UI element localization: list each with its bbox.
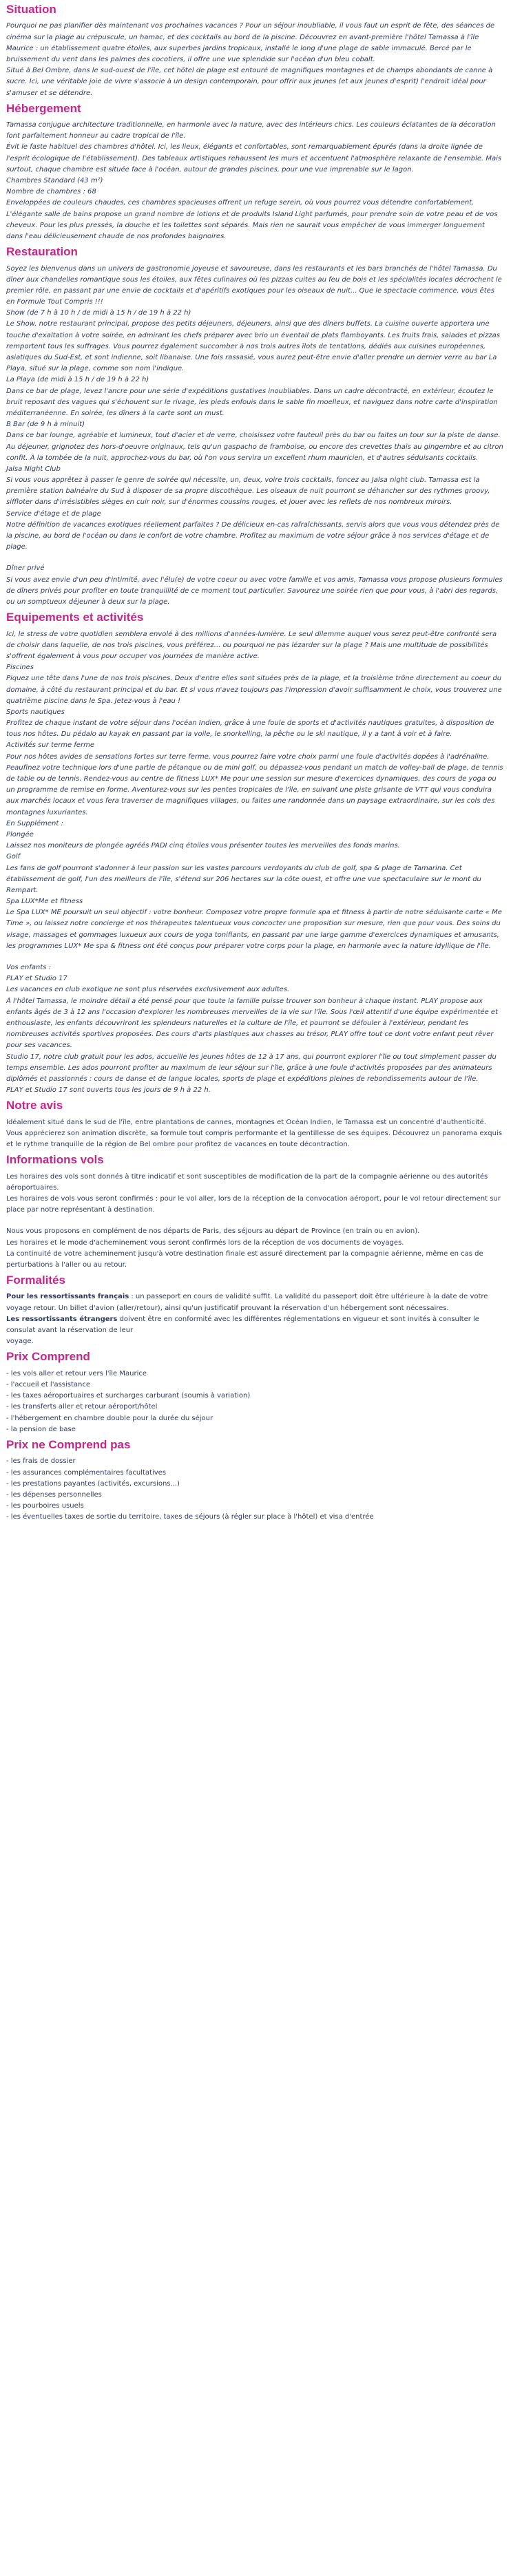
section-title-avis: Notre avis [6,1099,63,1112]
section-vols [6,1153,503,1271]
paragraph: Dîner privé [6,564,45,573]
section-hebergement [6,102,503,242]
section-situation [6,3,503,99]
page [0,3,510,1523]
section-formalites [6,1274,503,1347]
paragraph-spacer [6,553,503,563]
paragraph: Tamassa conjugue architecture traditionnelle, en harmonie avec la nature, avec des intérieurs chics. Les couleurs éclatantes de la décoration font parfaitement honneur au cadre tropical de l'île. [6,121,496,140]
paragraph: Jalsa Night Club [6,465,61,473]
formalites-foreign-tail: voyage. [6,1338,34,1346]
section-title-situation: Situation [6,3,56,16]
paragraph: Enveloppées de couleurs chaudes, ces chambres spacieuses offrent un refuge serein, où vous pourrez vous détendre confortablement. L'élégante salle de bains propose un grand nombre de lotions et de produits Island Light parfumés, pour prendre soin de votre peau et de vos cheveux. Pour les plus pressés, la douche et les toilettes sont séparés. Mais rien ne saurait vous empêcher de vous immerger longuement dans l'eau délicieusement chaude de nos profondes baignoires. [6,199,498,240]
section-title-prix-ne-comprend: Prix ne Comprend pas [6,1437,131,1451]
section-equipements [6,611,503,1096]
formalites-french-label: Pour les ressortissants français [6,1293,129,1301]
section-avis [6,1099,503,1150]
paragraph: Les vacances en club exotique ne sont plus réservées exclusivement aux adultes. [6,986,290,994]
paragraph: À l'hôtel Tamassa, le moindre détail a été pensé pour que toute la famille puisse trouver son bonheur à chaque instant. PLAY propose aux enfants âgés de 3 à 12 ans l'occasion d'explorer les nombreuses merveilles de la vie sur l'île. Sous l'œil attentif d'une équipe expérimentée et enthousiaste, les enfants découvriront les splendeurs naturelles et la culture de l'île, et pourront se défouler à l'extérieur, pendant les nombreuses activités sportives proposées. Des cours d'arts plastiques aux chasses au trésor, PLAY offre tout ce dont votre enfant peut rêver pour ses vacances. [6,997,498,1050]
paragraph: Nombre de chambres : 68 [6,188,96,196]
section-title-equipements: Equipements et activités [6,611,144,624]
paragraph: Dans ce bar lounge, agréable et lumineux, tout d'acier et de verre, choisissez votre fauteuil près du bar ou faites un tour sur la piste de danse. Au déjeuner, grignotez des hors-d'oeuvre originaux, tels qu'un gaspacho de framboise, ou encore des crevettes thaïs au gingembre et au citron confit. À la tombée de la nuit, approchez-vous du bar, où l'on vous servira un excellent rhum mauricien, et d'autres séduisants cocktails. [6,432,503,462]
paragraph: Piquez une tête dans l'une de nos trois piscines. Deux d'entre elles sont situées près de la plage, et la troisième trône directement au coeur du domaine, à côté du restaurant principal et du bar. Et si vous n'avez toujours pas l'impression d'avoir suffisamment le choix, vous trouverez une quatrième piscine dans le Spa. Jetez-vous à l'eau ! [6,675,502,705]
paragraph: Dans ce bar de plage, levez l'ancre pour une série d'expéditions gustatives inoubliables. Dans un cadre décontracté, en extérieur, écoutez le bruit reposant des vagues qui s'échouent sur le rivage, les pieds enfouis dans le sable fin moelleux, et naviguez dans notre carte d'inspiration méditerranéenne. En soirée, les dîners à la carte sont un must. [6,387,498,417]
paragraph: Golf [6,853,21,861]
paragraph: Situé à Bel Ombre, dans le sud-ouest de l'île, cet hôtel de plage est entouré de magnifiques montagnes et de champs abondants de canne à sucre. Ici, une véritable joie de vivre s'associe à un design contemporain, pour offrir aux jeunes (et aux jeunes d'esprit) l'endroit idéal pour s'amuser et se détendre. [6,67,493,97]
list-item: - l'accueil et l'assistance [6,1381,91,1389]
paragraph: Activités sur terme ferme [6,741,94,750]
list-item: - les dépenses personnelles [6,1490,102,1499]
list-item: - les taxes aéroportuaires et surcharges carburant (soumis à variation) [6,1392,251,1400]
paragraph: PLAY et Studio 17 [6,975,67,983]
paragraph: Les horaires des vols sont donnés à titre indicatif et sont susceptibles de modification de la part de la compagnie aérienne ou des autorités aéroportuaires. [6,1172,488,1192]
avis-text [6,1117,503,1151]
formalites-foreign [6,1314,503,1336]
prix-comprend-list [6,1369,503,1435]
vols-text [6,1172,503,1271]
list-item: - l'hébergement en chambre double pour la durée du séjour [6,1414,213,1422]
section-prix-comprend [6,1350,503,1435]
list-item: - les éventuelles taxes de sortie du territoire, taxes de séjours (à régler sur place à l'hôtel) et visa d'entrée [6,1513,374,1521]
paragraph: Laissez nos moniteurs de plongée agréés PADI cinq étoiles vous présenter toutes les merveilles des fonds marins. [6,842,400,850]
paragraph: Pourquoi ne pas planifier dès maintenant vos prochaines vacances ? Pour un séjour inoubliable, il vous faut un esprit de fête, des séances de cinéma sur la plage au crépuscule, un hamac, et des cocktails au bord de la piscine. Découvrez en avant-première l'hôtel Tamassa à l'île Maurice : un établissement quatre étoiles, aux superbes jardins tropicaux, installé le long d'une plage de sable immaculé. Bercé par le bruissement du vent dans les palmes des cocotiers, il offre une vue splendide sur l'océan d'un bleu cobalt. [6,22,495,63]
list-item: - les vols aller et retour vers l'île Maurice [6,1369,147,1377]
section-title-formalites: Formalités [6,1274,65,1287]
paragraph: Sports nautiques [6,708,65,716]
paragraph: La continuité de votre acheminement jusqu'à votre destination finale est assuré directement par la compagnie aérienne, même en cas de perturbations à l'aller ou au retour. [6,1249,483,1269]
hebergement-text [6,120,503,242]
paragraph: Ici, le stress de votre quotidien semblera envolé à des millions d'années-lumière. Le seul dilemme auquel vous serez peut-être confronté sera de choisir dans laquelle, de nos trois piscines, vous préférez... ou pourquoi ne pas lézarder sur la plage ? Mais une multitude de possibilités s'offrent également à vous pour occuper vos journées de manière active. [6,630,497,660]
section-prix-ne-comprend [6,1438,503,1523]
list-item: - les assurances complémentaires facultatives [6,1468,167,1477]
formalites-french-text: : un passeport en cours de validité suffit. La validité du passeport doit être ultérieure à la date de votre voyage retour. Un billet d'avion (aller/retour), ainsi qu'un justificatif prouvant la réservation d'un hébergement sont nécessaires. [6,1293,488,1312]
paragraph: PLAY et Studio 17 sont ouverts tous les jours de 9 h à 22 h. [6,1086,211,1095]
paragraph: Profitez de chaque instant de votre séjour dans l'océan Indien, grâce à une foule de sports et d'activités nautiques gratuites, à disposition de tous nos hôtes. Du pédalo au kayak en passant par la voile, le snorkelling, la pêche ou le ski nautique, il y a tant à voir et à faire. [6,719,494,739]
situation-text [6,21,503,98]
paragraph: Soyez les bienvenus dans un univers de gastronomie joyeuse et savoureuse, dans les restaurants et les bars branchés de l'hôtel Tamassa. Du dîner aux chandelles romantique sous les étoiles, aux fêtes culinaires où les pizzas cuites au feu de bois et les spécialités locales décrochent le premier rôle, en passant par une envie de cocktails et d'apéritifs exotiques pour les oiseaux de nuit... Que le spectacle commence, vous êtes en Formule Tout Compris !!! [6,264,502,306]
section-title-prix-comprend: Prix Comprend [6,1350,90,1364]
paragraph: Chambres Standard (43 m²) [6,177,103,185]
paragraph: Si vous vous apprêtez à passer le genre de soirée qui nécessite, un, deux, voire trois cocktails, foncez au Jalsa night club. Tamassa est la première station balnéaire du Sud à disposer de sa propre discothèque. Les oiseaux de nuit pourront se déhancher sur des rythmes groovy, siffloter dans d'irrésistibles sièges en cuir noir, sur d'énormes coussins rouges, et jouer avec les reflets de nos nombreux miroirs. [6,476,490,507]
section-title-vols: Informations vols [6,1153,104,1167]
paragraph: Si vous avez envie d'un peu d'intimité, avec l'élu(e) de votre coeur ou avec votre famille et vos amis, Tamassa vous propose plusieurs formules de dîners privés pour profiter en toute tranquillité de ce moment tout particulier. Savourez une soirée rien que pour vous, à l'abri des regards, ou un somptueux déjeuner à deux sur la plage. [6,576,503,606]
list-item: - les transferts aller et retour aéroport/hôtel [6,1403,158,1411]
paragraph: Le Show, notre restaurant principal, propose des petits déjeuners, déjeuners, ainsi que des dîners buffets. La cuisine ouverte apportera une touche d'exaltation à votre soirée, en admirant les chefs préparer avec brio un éventail de plats flamboyants. Les fruits frais, salades et pizzas remportent tous les suffrages. Vous pourrez également succomber à nos trois autres îlots de tentations, dédiés aux cuisines européennes, asiatiques du Sud-Est, et sont indienne, soit libanaise. Une fois rassasié, vous aurez peut-être envie d'aller prendre un dernier verre au bar La Playa, situé sur la plage, comme son nom l'indique. [6,320,500,373]
paragraph: La Playa (de midi à 15 h / de 19 h à 22 h) [6,376,149,384]
paragraph: Vos enfants : [6,964,51,971]
paragraph: Pour nos hôtes avides de sensations fortes sur terre ferme, vous pourrez faire votre choix parmi une foule d'activités dopées à l'adrénaline. Peaufinez votre technique lors d'une partie de pétanque ou de mini golf, ou dépassez-vous pendant un match de volley-ball de plage, de tennis de table ou de tennis. Rendez-vous au centre de fitness LUX* Me pour une session sur mesure d'exercices dynamiques, des cours de yoga ou un programme de remise en forme. Aventurez-vous sur les pentes tropicales de l'île, en suivant une piste grisante de VTT qui vous conduira aux marchés locaux et vous fera traverser de magnifiques villages, ou faites une randonnée dans un paysage extraordinaire, sur les cols des montagnes luxuriantes. [6,752,503,816]
formalites-foreign-text: doivent être en conformité avec les différentes réglementations en vigueur et sont invités à consulter le consulat avant la réservation de leur [6,1315,479,1335]
paragraph: B Bar (de 9 h à minuit) [6,421,85,429]
section-restauration [6,245,503,608]
paragraph: Piscines [6,664,34,672]
paragraph: Service d'étage et de plage [6,509,101,518]
paragraph: Show (de 7 h à 10 h / de midi à 15 h / de 19 h à 22 h) [6,309,191,317]
section-title-hebergement: Hébergement [6,101,81,115]
paragraph: Les fans de golf pourront s'adonner à leur passion sur les vastes parcours verdoyants du club de golf, spa & plage de Tamarina. Cet établissement de golf, l'un des meilleurs de l'île, s'étend sur 206 hectares sur la côte ouest, et offre une vue spectaculaire sur le mont du Rempart. [6,864,481,894]
section-title-restauration: Restauration [6,245,78,259]
paragraph: Spa LUX*Me et fitness [6,898,83,906]
paragraph: Plongée [6,830,34,838]
equipements-text [6,629,503,1097]
list-item: - les frais de dossier [6,1457,76,1466]
list-item: - les prestations payantes (activités, excursions...) [6,1479,180,1488]
restauration-text [6,264,503,609]
formalites-french [6,1291,503,1313]
paragraph-spacer [6,1216,503,1226]
paragraph: Notre définition de vacances exotiques réellement parfaites ? De délicieux en-cas rafraîchissants, servis alors que vous vous détendez près de la piscine, au bord de l'océan ou dans le confort de votre chambre. Profitez au maximum de votre séjour grâce à nos services d'étage et de plage. [6,520,500,551]
paragraph: Studio 17, notre club gratuit pour les ados, accueille les jeunes hôtes de 12 à 17 ans, qui pourront explorer l'île ou tout simplement passer du temps ensemble. Les ados pourront profiter au maximum de leur séjour sur l'île, grâce à une foule d'activités proposées par des animateurs diplômés et passionnés : cours de danse et de langue locales, sports de plage et expéditions pleines de rebondissements autour de l'île. [6,1053,497,1083]
prix-ne-comprend-list [6,1456,503,1523]
paragraph-spacer [6,952,503,962]
paragraph: En Supplément : [6,819,63,827]
paragraph: Évit le faste habituel des chambres d'hôtel. Ici, les lieux, élégants et confortables, sont remarquablement épurés (dans la droite lignée de l'esprit écologique de l'établissement). Des tableaux artistiques rehaussent les murs et accentuent l'atmosphère relaxante de l'ensemble. Mais surtout, chaque chambre est située face à l'océan, autour de grandes piscines, pour une vue imprenable sur le lagon. [6,143,502,173]
list-item: - la pension de base [6,1425,76,1433]
paragraph: Le Spa LUX* ME poursuit un seul objectif : votre bonheur. Composez votre propre formule spa et fitness à partir de notre séduisante carte « Me Time », ou laissez notre concierge et nos thérapeutes talentueux vous concocter une proposition sur mesure, rien que pour vous. Des soins du visage, massages et gommages luxueux aux cours de yoga tonifiants, en passant par une large gamme d'exercices dynamiques et amusants, les programmes LUX* Me spa & fitness ont été conçus pour préparer votre corps pour la plage, en harmonie avec la nature idyllique de l'île. [6,909,502,950]
paragraph: Les horaires et le mode d'acheminement vous seront confirmés lors de la réception de vos documents de voyages. [6,1238,404,1247]
list-item: - les pourboires usuels [6,1502,84,1510]
paragraph: Les horaires de vols vous seront confirmés : pour le vol aller, lors de la réception de la convocation aéroport, pour le vol retour directement sur place par notre représentant à destination. [6,1194,501,1214]
paragraph: Nous vous proposons en complément de nos départs de Paris, des séjours au départ de Province (en train ou en avion). [6,1227,420,1236]
paragraph: Idéalement situé dans le sud de l'île, entre plantations de cannes, montagnes et Océan Indien, le Tamassa est un concentré d'authenticité. Vous apprécierez son animation discrète, sa formule tout compris performante et la gentillesse de ses équipes. Découvrez un panorama exquis et le rythme tranquille de la région de Bel ombre pour profitez de vacances en toute décontraction. [6,1118,502,1149]
formalites-foreign-label: Les ressortissants étrangers [6,1315,118,1323]
